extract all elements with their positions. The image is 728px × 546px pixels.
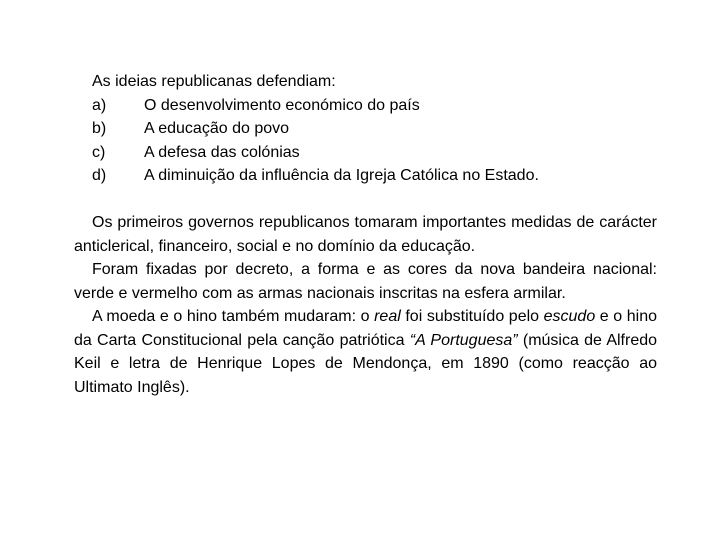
- option-b: [92, 117, 657, 141]
- paragraph-measures: Os primeiros governos republicanos tomaram importantes medidas de carácter anticlerical, financeiro, social e no domínio da educação.: [74, 214, 657, 255]
- document-body: [74, 70, 657, 399]
- option-letter: a): [92, 96, 107, 114]
- option-letter: d): [92, 167, 107, 184]
- option-text: A defesa das colónias: [144, 143, 300, 161]
- text-run: foi substituído pelo: [400, 308, 544, 325]
- paragraph-flag: Foram fixadas por decreto, a forma e as cores da nova bandeira nacional: verde e vermelho com as armas nacionais inscritas na esfera armilar.: [74, 261, 657, 302]
- text-run: e o hino da Carta Constitucional pela canção patriótica: [74, 308, 657, 349]
- emphasis-real: real: [374, 308, 401, 325]
- text-run: (música de Alfredo Keil e letra de Henrique Lopes de Mendonça, em 1890 (como reacção ao Ultimato Inglês).: [74, 331, 658, 396]
- question-stem: As ideias republicanas defendiam:: [92, 73, 336, 90]
- option-d: [92, 164, 657, 188]
- spacer: [74, 188, 657, 212]
- text-run: A moeda e o hino também mudaram: o: [92, 308, 375, 325]
- option-letter: c): [92, 143, 106, 161]
- paragraph-currency-anthem: [74, 305, 657, 399]
- emphasis-escudo: escudo: [543, 308, 596, 325]
- option-a: [92, 94, 657, 118]
- option-letter: b): [92, 120, 107, 137]
- option-text: A diminuição da influência da Igreja Católica no Estado.: [144, 167, 539, 184]
- option-c: [92, 141, 657, 165]
- emphasis-a-portuguesa: “A Portuguesa”: [409, 331, 518, 349]
- option-text: A educação do povo: [144, 120, 290, 137]
- option-text: O desenvolvimento económico do país: [144, 96, 420, 114]
- question-block: [74, 70, 657, 188]
